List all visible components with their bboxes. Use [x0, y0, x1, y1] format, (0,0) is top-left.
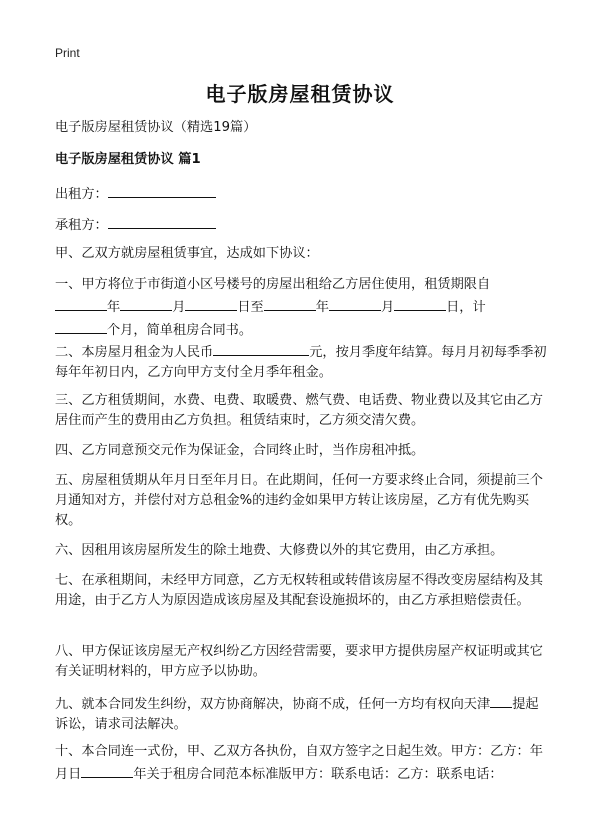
clause-3: 三、乙方租赁期间，水费、电费、取暖费、燃气费、电话费、物业费以及其它由乙方居住而产生的费用由乙方负担。租赁结束时，乙方须交清欠费。 — [55, 393, 543, 428]
clause-10-text-b: 年关于租房合同范本标准版甲方：联系电话：乙方：联系电话： — [133, 767, 503, 782]
clause-8: 八、甲方保证该房屋无产权纠纷乙方因经营需要，要求甲方提供房屋产权证明或其它有关证明材料的，甲方应予以协助。 — [55, 644, 543, 679]
blank — [55, 295, 107, 311]
lessee-blank — [108, 213, 216, 229]
clause-1-year2: 年 — [315, 300, 329, 315]
lessor-blank — [108, 182, 216, 198]
lessor-line — [55, 182, 549, 205]
clause-2-text-a: 二、本房屋月租金为人民币 — [55, 345, 214, 360]
clause-6: 六、因租用该房屋所发生的除土地费、大修费以外的其它费用，由乙方承担。 — [55, 543, 504, 558]
intro-paragraph: 甲、乙双方就房屋租赁事宜，达成如下协议： — [55, 246, 319, 261]
clause-1-month2: 月 — [380, 300, 395, 315]
rent-blank — [213, 340, 309, 356]
clause-4: 四、乙方同意预交元作为保证金，合同终止时，当作房租冲抵。 — [55, 443, 425, 458]
clause-1-day1: 日至 — [237, 300, 264, 315]
clause-1-year1: 年 — [107, 300, 121, 315]
clause-10-text-a: 十、本合同连一式份，甲、乙双方各执份，自双方签字之日起生效。甲方：乙方：年月日 — [55, 744, 543, 782]
date-blank — [81, 762, 133, 778]
blank — [394, 295, 446, 311]
clause-2-text-b: 元，按月季度年结算。每月月初每季季初每年年初日内，乙方向甲方支付全月季年租金。 — [55, 345, 547, 380]
lessor-label: 出租方： — [55, 187, 108, 202]
print-link[interactable]: Print — [55, 46, 80, 60]
blank — [329, 295, 381, 311]
clause-5: 五、房屋租赁期从年月日至年月日。在此期间，任何一方要求终止合同，须提前三个月通知对方，并偿付对方总租金%的违约金如果甲方转让该房屋，乙方有优先购买权。 — [55, 473, 543, 528]
subtitle: 电子版房屋租赁协议（精选19篇） — [55, 120, 257, 135]
clause-9 — [55, 692, 549, 735]
clause-1 — [55, 275, 549, 341]
section-heading: 电子版房屋租赁协议 篇1 — [55, 152, 201, 167]
court-blank — [490, 692, 512, 708]
clause-1-tail: 个月，简单租房合同书。 — [107, 323, 253, 338]
lessee-label: 承租方： — [55, 218, 108, 233]
blank — [185, 295, 237, 311]
blank — [55, 318, 107, 334]
blank — [120, 295, 172, 311]
clause-1-month1: 月 — [172, 300, 186, 315]
clause-7: 七、在承租期间，未经甲方同意，乙方无权转租或转借该房屋不得改变房屋结构及其用途，由于乙方人为原因造成该房屋及其配套设施损坏的，由乙方承担赔偿责任。 — [55, 573, 543, 608]
clause-2 — [55, 340, 549, 383]
clause-1-text: 一、甲方将位于市街道小区号楼号的房屋出租给乙方居住使用，租赁期限自 — [55, 277, 491, 292]
lessee-line — [55, 213, 549, 236]
blank — [264, 295, 316, 311]
clause-9-text-b: 提起诉讼，请求司法解决。 — [55, 697, 539, 732]
clause-10 — [55, 742, 549, 785]
clause-9-text-a: 九、就本合同发生纠纷，双方协商解决，协商不成，任何一方均有权向天津 — [55, 697, 491, 712]
document-title: 电子版房屋租赁协议 — [205, 82, 395, 106]
clause-1-day2: 日，计 — [446, 300, 486, 315]
